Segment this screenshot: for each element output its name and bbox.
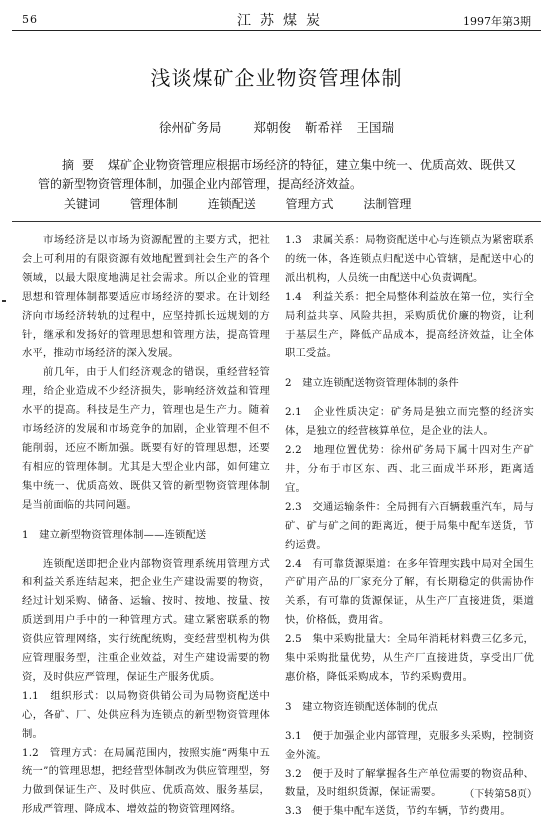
body-paragraph: 1.4 利益关系：把全局整体利益放在第一位，实行全局利益共享、风险共担，采购质优价廉的物资，让利于基层生产，降低产品成本，提高经济效益，让全体职工受益。 [285, 290, 534, 360]
body-paragraph: 1.3 隶属关系：局物资配送中心与连锁点为紧密联系的统一体，各连锁点归配送中心管辖，是配送中心的派出机构，人员统一由配送中心负责调配。 [285, 234, 534, 284]
abstract-text: 煤矿企业物资管理应根据市场经济的特征，建立集中统一、优质高效、既供又管的新型物资管理体制，加强企业内部管理，提高经济效益。 [38, 158, 517, 191]
author-name: 郑朝俊 [253, 120, 291, 135]
author-name: 王国瑞 [356, 120, 394, 135]
body-paragraph: 2.4 有可靠货源渠道：在多年管理实践中局对全国生产矿用产品的厂家充分了解，有长期稳定的供需协作关系，有可靠的货源保证，从生产厂直接进货，渠道快，价格低，费用省。 [285, 557, 534, 627]
body-paragraph: 3.3 便于集中配车送货，节约车辆，节约费用。 [285, 805, 511, 818]
page-number: 56 [22, 13, 38, 26]
section-heading: 2 建立连锁配送物资管理体制的条件 [285, 377, 459, 390]
body-paragraph: 2.3 交通运输条件：全局拥有六百辆载重汽车，局与矿、矿与矿之间的距离近，便于局集中配车送货，节约运费。 [285, 500, 534, 551]
body-paragraph: 3.2 便于及时了解掌握各生产单位需要的物资品种、数量，及时组织货源，保证需要。 [285, 767, 534, 799]
keyword: 连锁配送 [207, 197, 256, 211]
continued-note: （下转第58页） [464, 789, 537, 800]
body-paragraph: 前几年，由于人们经济观念的错误，重经营轻管理，给企业造成不少经济损失，影响经济效益和管理水平的提高。科技是生产力，管理也是生产力。随着市场经济的发展和市场竞争的加剧，企业管理不但不能削弱，还应不断加强。既要有好的管理思想，还要有相应的管理体制。尤其是大型企业内部，如何建立集中统一、优质高效、既供又管的新型物资管理体制是当前面临的共同问题。 [22, 366, 270, 511]
keyword: 法制管理 [363, 197, 412, 211]
body-paragraph: 1.1 组织形式：以局物资供销公司为局物资配送中心，各矿、厂、处供应科为连锁点的新型物资管理体制。 [22, 689, 270, 740]
author-name: 靳希祥 [304, 120, 343, 135]
header-rule [12, 30, 541, 31]
running-header [12, 4, 539, 30]
body-paragraph: 2.2 地理位置优势：徐州矿务局下属十四对生产矿井，分布于市区东、西、北三面成半环形，距离适宜。 [285, 444, 534, 494]
left-column [22, 231, 270, 819]
keywords [64, 195, 519, 212]
abstract [38, 156, 519, 194]
keyword: 管理体制 [129, 197, 178, 211]
body-paragraph: 市场经济是以市场为资源配置的主要方式，把社会上可利用的有限资源有效地配置到社会生产的各个领域，以最大限度地满足社会需求。所以企业的管理思想和管理体制都要适应市场经济的要求。在计划经济向市场经济转轨的过程中，应坚持抓长远规划的方针，继承和发扬好的管理思想和管理方法，提高管理水平，推动市场经济的深入发展。 [22, 234, 270, 360]
body-paragraph: 2.1 企业性质决定：矿务局是独立而完整的经济实体，是独立的经营核算单位，是企业的法人。 [285, 406, 534, 438]
article-title: 浅谈煤矿企业物资管理体制 [150, 66, 403, 90]
author-line [0, 118, 553, 136]
right-column [285, 231, 534, 821]
keyword: 管理方式 [285, 197, 334, 211]
body-paragraph: 1.2 管理方式：在局属范围内，按照实施“两集中五统一”的管理思想，把经营型体制改为供应管理型，努力做到保证生产、及时供应、优质高效、服务基层，形成严管理、降成本、增效益的物资管理网络。 [22, 746, 270, 816]
body-paragraph: 2.5 集中采购批量大：全局年消耗材料费三亿多元，集中采购批量优势，从生产厂直接进货，享受出厂优惠价格，降低采购成本，节约采购费用。 [285, 633, 534, 683]
keywords-label: 关键词 [64, 197, 101, 211]
divider [12, 221, 541, 222]
section-heading: 1 建立新型物资管理体制——连锁配送 [22, 528, 207, 541]
body-paragraph: 3.1 便于加强企业内部管理，克服多头采购，控制资金外流。 [285, 729, 534, 761]
issue-label: 1997年第3期 [463, 15, 531, 28]
margin-mark [2, 300, 6, 302]
affiliation: 徐州矿务局 [158, 120, 222, 135]
abstract-label: 摘要 [62, 158, 103, 172]
section-heading: 3 建立物资连锁配送体制的优点 [285, 700, 438, 713]
body-paragraph: 连锁配送即把企业内部物资管理系统用管理方式和利益关系连结起来，把企业生产建设需要的物资，经过计划采购、储备、运输、按时、按地、按量、按质送到用户手中的一种管理方式。建立紧密联系的物资供应管理网络，实行统配统购，变经营型机构为供应管理服务型，注重企业效益，对生产建设需要的物资，及时供应严管理，保证生产服务优质。 [22, 557, 270, 683]
journal-name: 江苏煤炭 [237, 13, 329, 29]
